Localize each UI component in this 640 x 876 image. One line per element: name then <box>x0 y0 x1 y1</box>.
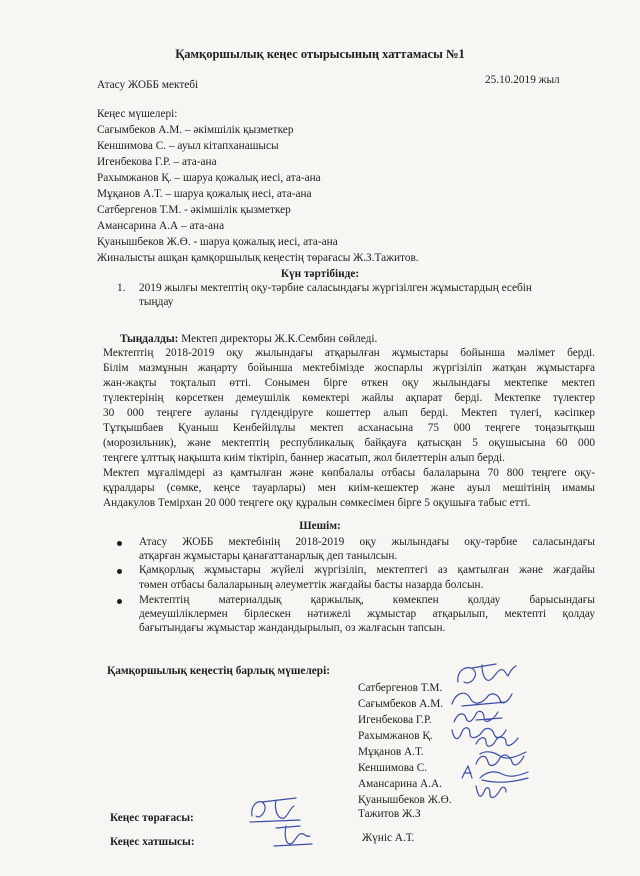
document-title: Қамқоршылық кеңес отырысының хаттамасы №1 <box>175 47 465 61</box>
body-line: Білім мазмұнын жаңарту бойынша мектебімізде жоспарлы жүргізіліп жатқан жұмыстарға <box>103 362 595 374</box>
member-line: Мұқанов А.Т. – шаруа қожалық иесі, ата-ана <box>97 188 312 200</box>
signature-kuanyshbekov <box>470 778 510 806</box>
member-line: Сағымбеков А.М. – әкімшілік қызметкер <box>97 124 294 136</box>
document-date: 25.10.2019 жыл <box>485 74 560 86</box>
body-line: теңгеге ұлттық нақышта киім тіктіріп, баннер жасатып, жол билеттерін алып берді. <box>103 452 506 464</box>
decision-item: атқарған жұмыстары қанағаттанарлық деп танылсын. <box>139 550 398 562</box>
body-line: (морозильник), және мектептің республикалық байқауға қатысқан 5 оқушысына 60 000 <box>103 437 595 449</box>
body-line: 30 000 теңгеге ауланы гүлдендіруге кошеттер алып берді. Мектеп түлегі, кәсіпкер <box>103 407 595 419</box>
agenda-heading: Күн тәртібінде: <box>280 268 360 280</box>
listened-line <box>120 333 377 346</box>
bullet-icon <box>117 541 122 546</box>
body2-line: Мектеп мұғалімдері аз қамтылған және көпбалалы отбасы балаларына 70 800 теңгеге оқу- <box>103 467 595 479</box>
decision-heading: Шешім: <box>299 520 341 532</box>
body2-line: Андакулов Темірхан 20 000 теңгеге оқу құралын сөмкесімен бірге 5 оқушыға табыс етті. <box>103 497 531 509</box>
agenda-number: 1. <box>117 282 126 294</box>
signatory-name: Қуанышбеков Ж.Ө. <box>358 794 452 806</box>
secretary-name: Жүніс А.Т. <box>362 832 415 844</box>
member-line: Рахымжанов Қ. – шаруа қожалық иесі, ата-ана <box>97 172 321 184</box>
chair-label: Кеңес төрағасы: <box>110 812 194 824</box>
bullet-icon <box>117 599 122 604</box>
signatory-name: Игенбекова Г.Р. <box>358 714 432 726</box>
agenda-item: тыңдау <box>139 296 174 308</box>
decision-item: бағытындағы жұмыстар жандандырылып, оз жалғасын тапсын. <box>139 622 446 634</box>
signatory-name: Рахымжанов Қ. <box>358 730 433 742</box>
members-heading: Кеңес мүшелері: <box>97 108 178 120</box>
signatory-name: Мұқанов А.Т. <box>358 746 424 758</box>
school-name: Атасу ЖОББ мектебі <box>97 79 199 91</box>
body-line: Мектептің 2018-2019 оқу жылындағы атқарылған жұмыстары бойынша мәлімет берді. <box>103 347 595 359</box>
body-line: түлектерінің көрсеткен демеушілік көмектері жайлы ақпарат берді. Мектепке түлектер <box>103 392 595 404</box>
all-members-heading: Қамқоршылық кеңестің барлық мүшелері: <box>107 665 330 677</box>
signatory-name: Сатбергенов Т.М. <box>358 682 443 694</box>
member-line: Кеншимова С. – ауыл кітапханашысы <box>97 140 279 152</box>
decision-item: демеушілiклермен бірлескен нәтижелі жұмыстар атқарылып, мектепті қолдау <box>139 608 595 620</box>
body2-line: құралдары (сөмке, кеңсе тауарлары) мен киім-кешектер және ауыл мешітінің имамы <box>103 482 595 494</box>
secretary-label: Кеңес хатшысы: <box>110 836 195 848</box>
listened-text: Мектеп директоры Ж.К.Сембин сөйледі. <box>178 333 378 345</box>
body-line: Тұтқышбаев Қуаныш Кенбейілұлы мектеп асханасына 75 000 теңгеге тоңазытқыш <box>103 422 595 434</box>
signatory-name: Амансарина А.А. <box>358 778 442 790</box>
bullet-icon <box>117 569 122 574</box>
body-line: жан-жақты тоқталып өтті. Сонымен бірге өткен оқу жылындағы мектепке мектеп <box>103 377 595 389</box>
decision-item: төмен отбасы балаларының әлеуметтік жағдайы басты назарда болсын. <box>139 579 484 591</box>
member-line: Қуанышбеков Ж.Ө. - шаруа қожалық иесі, ата-ана <box>97 236 338 248</box>
decision-item: Қамқорлық жұмыстары жүйелі жүргізіліп, мектептегі аз қамтылған және жағдайы <box>139 564 595 576</box>
member-line: Игенбекова Г.Р. – ата-ана <box>97 156 217 168</box>
signature-secretary <box>270 818 318 852</box>
member-line: Сатбергенов Т.М. - әкімшілік қызметкер <box>97 204 291 216</box>
signatory-name: Кеншимова С. <box>358 762 428 774</box>
signatory-name: Сағымбеков А.М. <box>358 698 444 710</box>
member-line: Амансарина А.А – ата-ана <box>97 220 225 232</box>
chair-name: Тажитов Ж.З <box>358 808 421 820</box>
listened-label: Тыңдалды: <box>120 333 179 345</box>
agenda-item: 2019 жылғы мектептің оқу-тәрбие саласындағы жүргізілген жұмыстардың есебін <box>139 282 532 294</box>
decision-item: Атасу ЖОББ мектебінің 2018-2019 оқу жылындағы оқу-тәрбие саласындағы <box>139 536 595 548</box>
decision-item: Мектептің материалдық қаржылық, көмекпен қолдау барысындағы <box>139 594 595 606</box>
chair-opening-line: Жиналысты ашқан қамқоршылық кеңестің төрағасы Ж.З.Тажитов. <box>97 252 419 264</box>
